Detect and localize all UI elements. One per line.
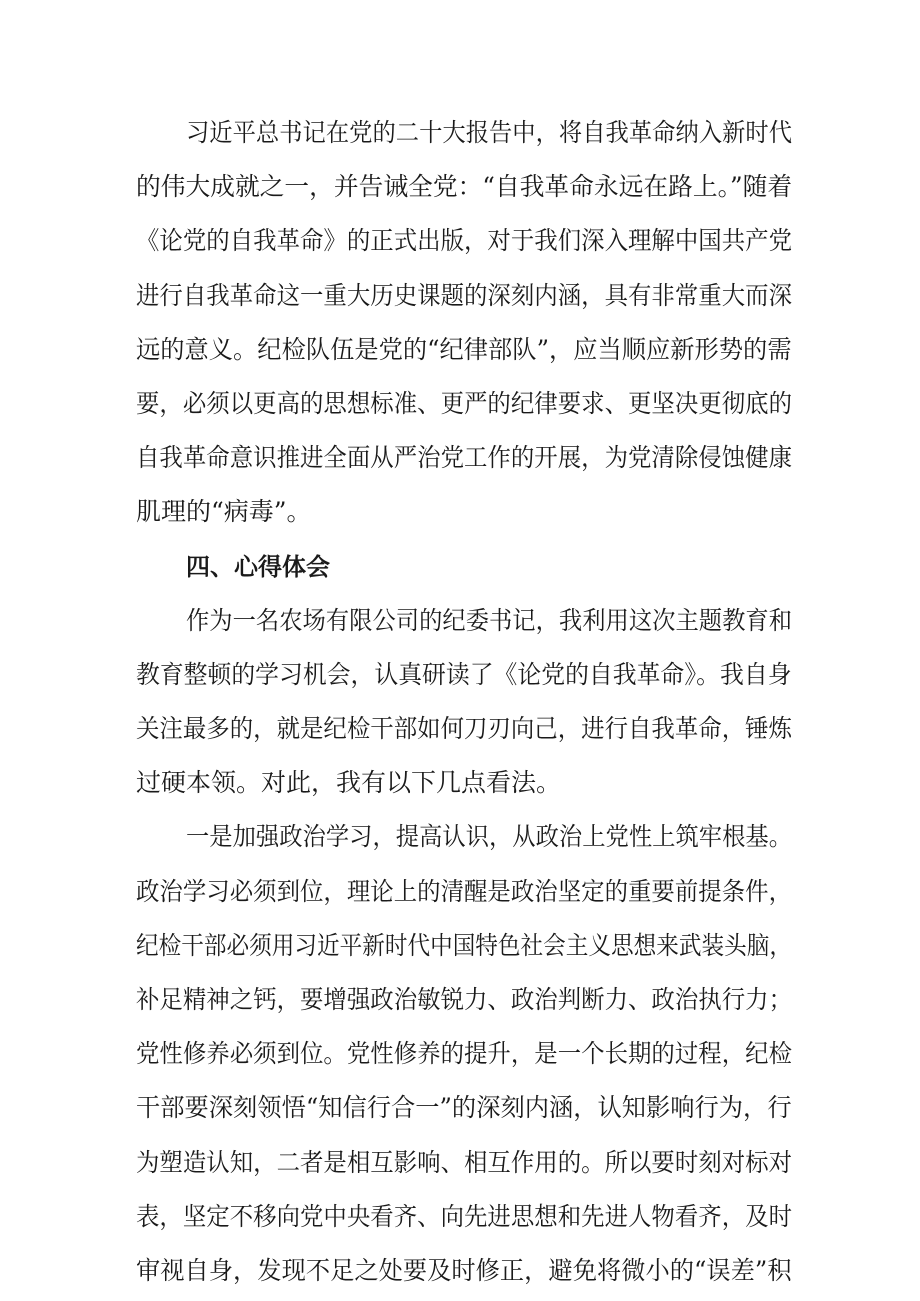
text-line: [136, 810, 792, 864]
text-line: [136, 648, 792, 702]
heading-text: 四、心得体会: [186, 552, 330, 581]
line-text: 肌理的“病毒”。: [136, 497, 312, 527]
text-line: [136, 973, 792, 1027]
text-line: [136, 1027, 792, 1081]
line-text: 政治学习必须到位，理论上的清醒是政治坚定的重要前提条件，: [136, 876, 793, 906]
line-text: 自我革命意识推进全面从严治党工作的开展，为党清除侵蚀健康: [136, 443, 793, 473]
text-line: [136, 323, 792, 377]
text-line: [136, 269, 792, 323]
line-text: 为塑造认知，二者是相互影响、相互作用的。所以要时刻对标对: [136, 1147, 793, 1177]
text-line: [136, 702, 792, 756]
line-text: 《论党的自我革命》的正式出版，对于我们深入理解中国共产党: [136, 226, 793, 256]
paragraph-3: [136, 810, 792, 1298]
line-text: 关注最多的，就是纪检干部如何刀刃向己，进行自我革命，锤炼: [136, 714, 793, 744]
text-line: [136, 594, 792, 648]
line-text: 表，坚定不移向党中央看齐、向先进思想和先进人物看齐，及时: [136, 1201, 793, 1231]
line-text: 教育整顿的学习机会，认真研读了《论党的自我革命》。我自身: [136, 659, 792, 689]
line-text: 习近平总书记在党的二十大报告中，将自我革命纳入新时代: [186, 118, 793, 147]
document-page: [136, 106, 792, 1298]
text-line: [136, 1136, 792, 1190]
paragraph-2: [136, 594, 792, 811]
line-text: 进行自我革命这一重大历史课题的深刻内涵，具有非常重大而深: [136, 280, 793, 310]
line-text: 干部要深刻领悟“知信行合一”的深刻内涵，认知影响行为，行: [136, 1093, 792, 1123]
line-text: 一是加强政治学习，提高认识，从政治上党性上筑牢根基。: [186, 822, 793, 852]
line-text: 过硬本领。对此，我有以下几点看法。: [136, 768, 562, 798]
text-line: [136, 756, 792, 810]
text-line: [136, 1244, 792, 1298]
paragraph-1: [136, 106, 792, 540]
text-line: [136, 106, 792, 160]
text-line: [136, 214, 792, 268]
text-line: [136, 1190, 792, 1244]
line-text: 纪检干部必须用习近平新时代中国特色社会主义思想来武装头脑，: [136, 930, 793, 960]
text-line: [136, 377, 792, 431]
text-line: [136, 919, 792, 973]
text-line: [136, 160, 792, 214]
section-heading: [136, 540, 792, 594]
line-text: 作为一名农场有限公司的纪委书记，我利用这次主题教育和: [186, 605, 793, 635]
line-text: 补足精神之钙，要增强政治敏锐力、政治判断力、政治执行力；: [136, 985, 793, 1014]
line-text: 审视自身，发现不足之处要及时修正，避免将微小的“误差”积: [136, 1255, 792, 1285]
line-text: 远的意义。纪检队伍是党的“纪律部队”，应当顺应新形势的需: [136, 334, 792, 364]
text-line: [136, 431, 792, 485]
line-text: 党性修养必须到位。党性修养的提升，是一个长期的过程，纪检: [136, 1039, 793, 1069]
line-text: 要，必须以更高的思想标准、更严的纪律要求、更坚决更彻底的: [136, 388, 793, 418]
text-line: [136, 865, 792, 919]
line-text: 的伟大成就之一，并告诫全党：“自我革命永远在路上。”随着: [136, 172, 793, 202]
text-line: [136, 1081, 792, 1135]
text-line: [136, 485, 792, 539]
